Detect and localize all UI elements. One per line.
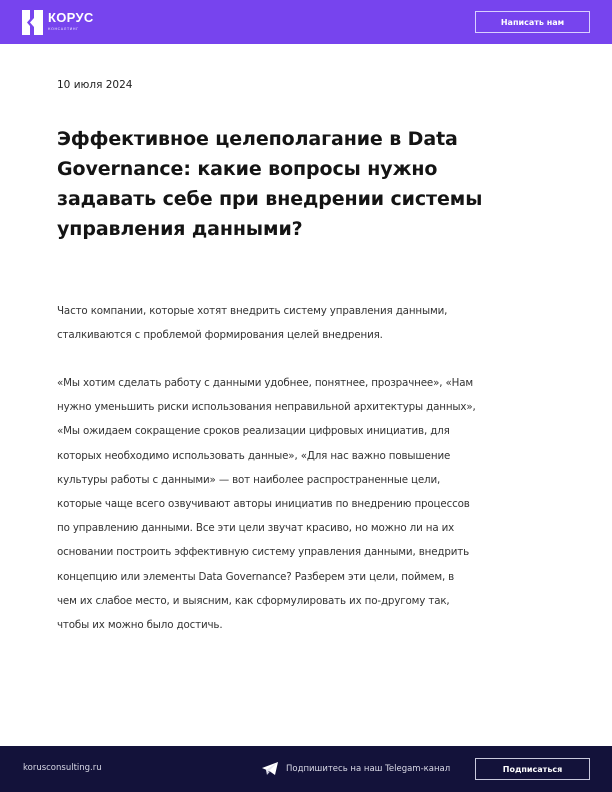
paragraph-line: «Мы ожидаем сокращение сроков реализации цифровых инициатив, для — [57, 425, 450, 438]
contact-us-button[interactable]: Написать нам — [475, 11, 590, 33]
title-line: Эффективное целеполагание в Data — [57, 128, 458, 150]
paragraph-line: Часто компании, которые хотят внедрить систему управления данными, — [57, 305, 448, 317]
title-line: Governance: какие вопросы нужно — [57, 158, 438, 180]
paragraph-line: чем их слабое место, и выясним, как сформулировать их по-другому так, — [57, 594, 450, 607]
paragraph-line: которых необходимо использовать данные», «Для нас важно повышение — [57, 449, 451, 462]
paragraph-line: основании построить эффективную систему управления данными, внедрить — [57, 546, 470, 559]
korus-logo-icon — [22, 10, 43, 35]
telegram-text: Подпишитесь на наш Telegam-канал — [286, 763, 451, 774]
paragraph-line: нужно уменьшить риски использования неправильной архитектуры данных», — [57, 401, 476, 414]
article-date: 10 июля 2024 — [57, 79, 133, 91]
telegram-icon — [262, 762, 278, 775]
logo-name: КОРУС — [48, 10, 94, 25]
intro-paragraph — [57, 299, 557, 347]
logo-subtitle: КОНСАЛТИНГ — [48, 27, 79, 31]
paragraph-line: концепцию или элементы Data Governance? Разберем эти цели, поймем, в — [57, 570, 455, 583]
paragraph-line: «Мы хотим сделать работу с данными удобнее, понятнее, прозрачнее», «Нам — [57, 377, 474, 389]
site-link[interactable]: korusconsulting.ru — [23, 763, 102, 773]
paragraph-line: сталкиваются с проблемой формирования целей внедрения. — [57, 329, 383, 342]
goals-paragraph — [57, 371, 557, 637]
page-footer — [0, 746, 612, 792]
paragraph-line: культуры работы с данными» — вот наиболее распространенные цели, — [57, 473, 441, 486]
paragraph-line: чтобы их можно было достичь. — [57, 619, 223, 632]
top-header — [0, 0, 612, 44]
title-line: задавать себе при внедрении системы — [57, 188, 483, 210]
subscribe-button[interactable]: Подписаться — [475, 758, 590, 780]
paragraph-line: которые чаще всего озвучивают авторы инициатив по внедрению процессов — [57, 498, 470, 511]
telegram-subscribe-prompt[interactable] — [262, 762, 450, 775]
title-line: управления данными? — [57, 218, 303, 240]
korus-logo[interactable] — [22, 10, 94, 35]
paragraph-line: по управлению данными. Все эти цели звучат красиво, но можно ли на их — [57, 522, 455, 535]
article-title — [57, 124, 557, 244]
